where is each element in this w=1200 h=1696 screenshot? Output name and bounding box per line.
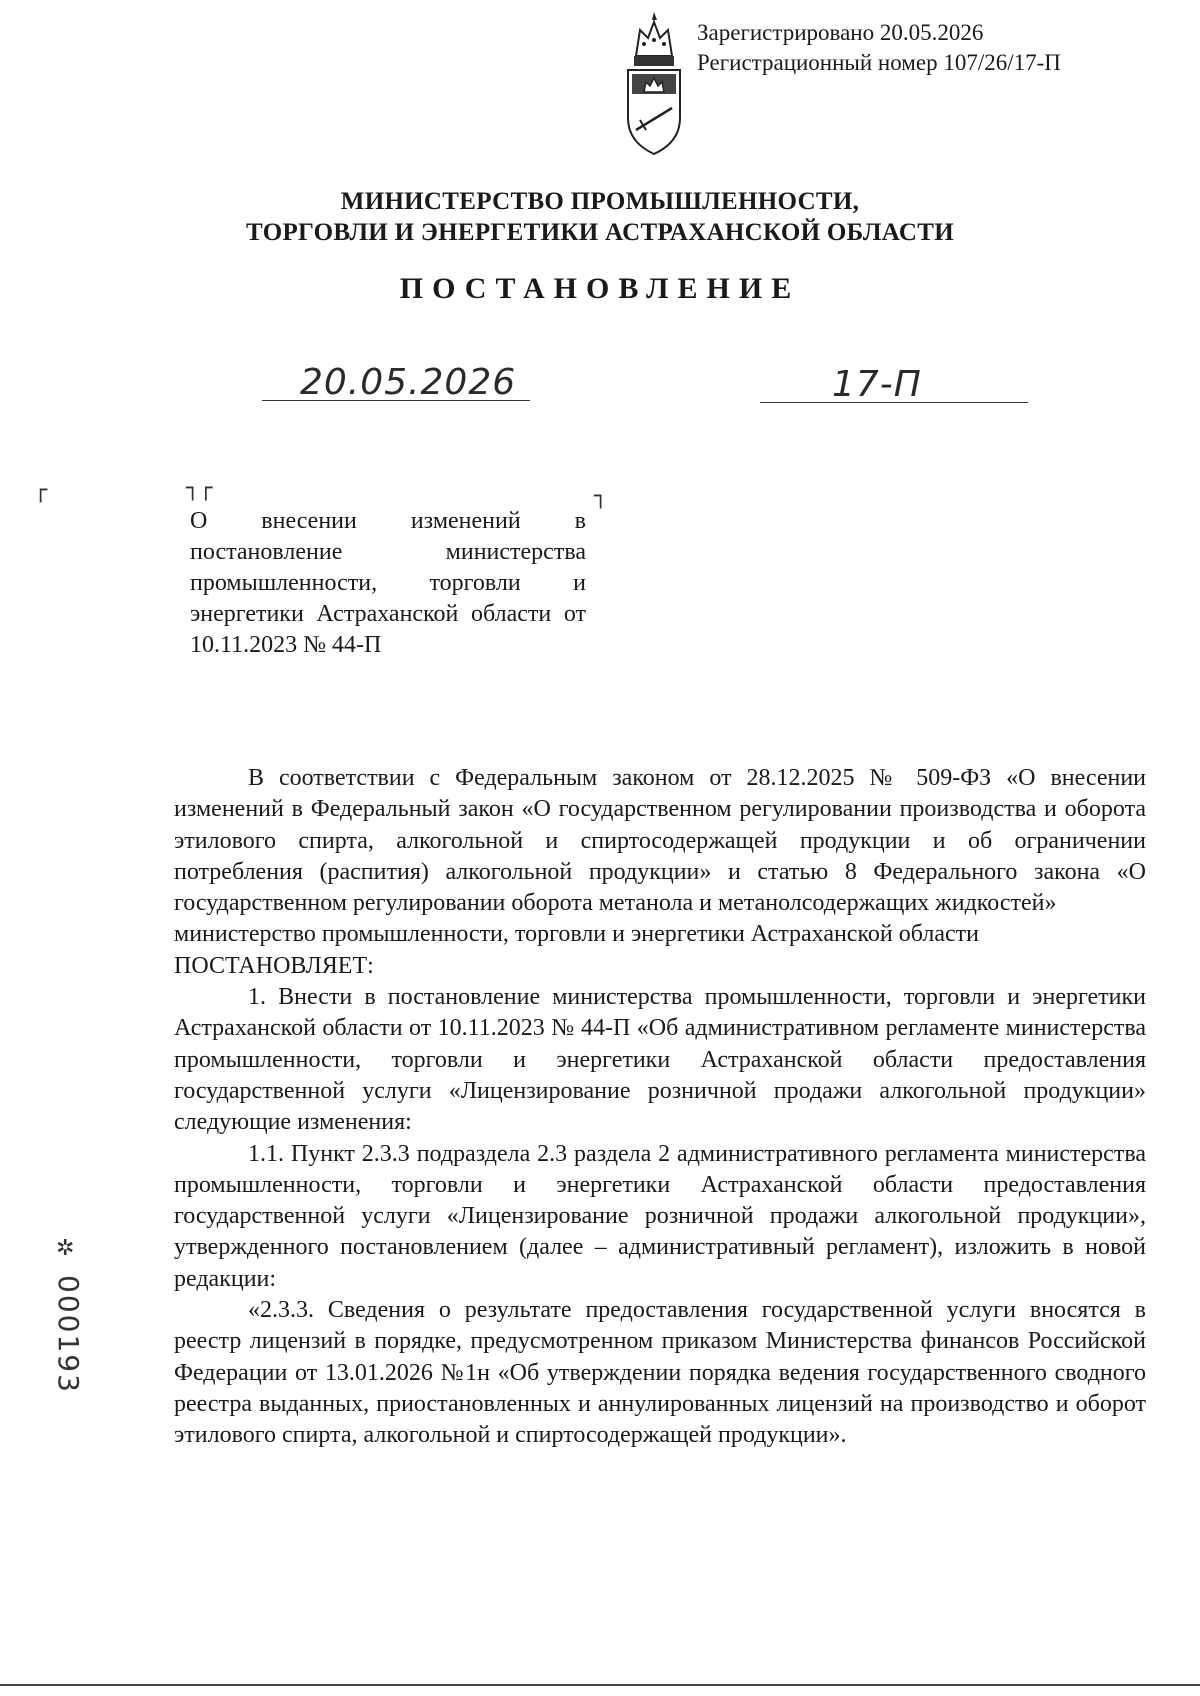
right-corner-mark: ┐ <box>594 484 608 509</box>
body-paragraph-1-1: 1.1. Пункт 2.3.3 подраздела 2.3 раздела 2 административного регламента министерства промышленности, торговли и энергетики Астраханской области предоставления государственной услуги «Лицензирование розничной продажи алкогольной продукции», утвержденного постановлением (далее – административный регламент), изложить в новой редакции: <box>174 1140 1146 1292</box>
side-serial-number: 000193 <box>52 1275 85 1394</box>
registration-stamp <box>697 18 1061 78</box>
document-number: 17-П <box>832 364 922 405</box>
body-paragraph-preamble: В соответствии с Федеральным законом от 28.12.2025 № 509-ФЗ «О внесении изменений в Федеральный закон «О государственном регулировании производства и оборота этилового спирта, алкогольной и спиртосодержащей продукции и об ограничении потребления (распития) алкогольной продукции» и статью 8 Федерального закона «О государственном регулировании оборота метанола и метанолсодержащих жидкостей» <box>174 765 1146 917</box>
registration-number: Регистрационный номер 107/26/17-П <box>697 50 1061 75</box>
bottom-rule <box>0 1684 1200 1686</box>
ministry-name-line1: МИНИСТЕРСТВО ПРОМЫШЛЕННОСТИ, <box>340 188 860 215</box>
document-type: ПОСТАНОВЛЕНИЕ <box>399 272 801 305</box>
ministry-name <box>0 186 1200 248</box>
registration-date: Зарегистрировано 20.05.2026 <box>697 20 984 45</box>
date-underline <box>262 400 530 401</box>
body-paragraph-ministry: министерство промышленности, торговли и энергетики Астраханской области <box>174 921 979 948</box>
body-resolves: ПОСТАНОВЛЯЕТ: <box>174 952 374 979</box>
ministry-name-line2: ТОРГОВЛИ И ЭНЕРГЕТИКИ АСТРАХАНСКОЙ ОБЛАСТИ <box>246 219 954 246</box>
document-subject: О внесении изменений в постановление министерства промышленности, торговли и энергетики Астраханской области от 10.11.2023 № 44-П <box>190 508 586 658</box>
body-paragraph-1: 1. Внести в постановление министерства промышленности, торговли и энергетики Астраханской области от 10.11.2023 № 44-П «Об административном регламенте министерства промышленности, торговли и энергетики Астраханской области предоставления государственной услуги «Лицензирование розничной продажи алкогольной продукции» следующие изменения: <box>174 984 1146 1136</box>
document-body <box>174 763 1146 1452</box>
subject-corner-mark: ┐┌ <box>186 476 213 501</box>
body-paragraph-2-3-3: «2.3.3. Сведения о результате предоставления государственной услуги вносятся в реестр лицензий в порядке, предусмотренном приказом Министерства финансов Российской Федерации от 13.01.2026 №1н «Об утверждении порядка ведения государственного сводного реестра выданных, приостановленных и аннулированных лицензий на производство и оборот этилового спирта, алкогольной и спиртосодержащей продукции». <box>174 1297 1146 1449</box>
coat-of-arms-emblem <box>616 8 692 158</box>
number-underline <box>760 402 1028 403</box>
asterisk-mark-icon: ✲ <box>56 1236 75 1261</box>
document-date: 20.05.2026 <box>300 362 517 403</box>
left-corner-mark: ┌ <box>34 478 48 503</box>
